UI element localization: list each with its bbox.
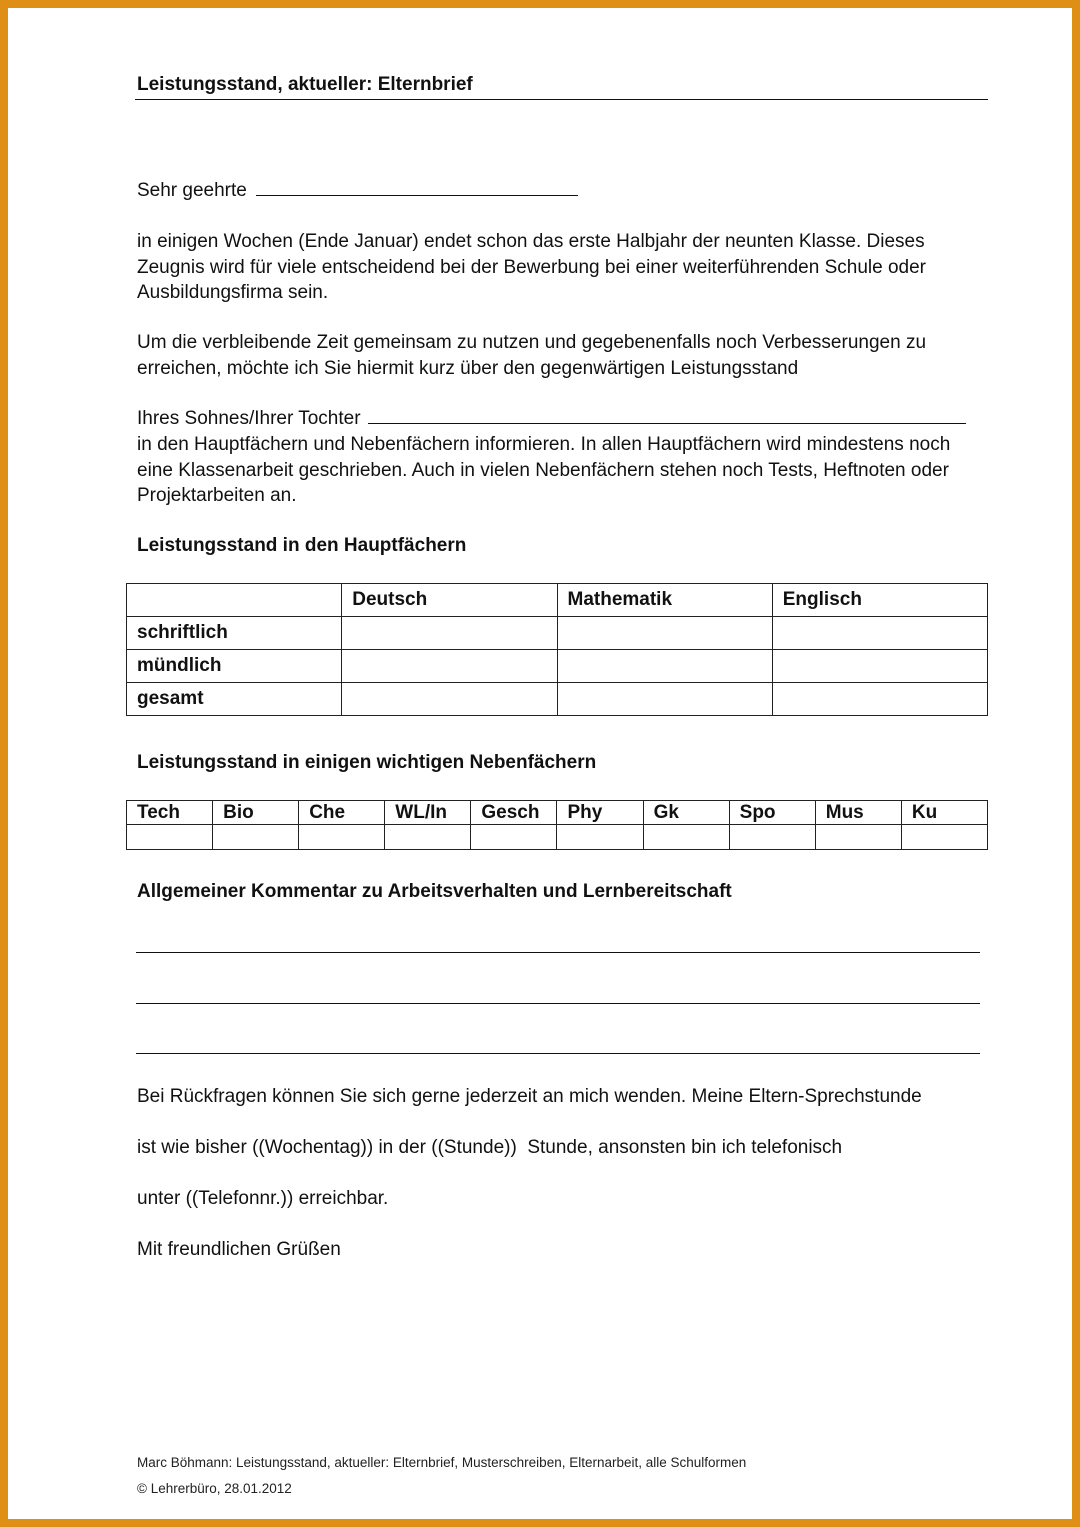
table-header-cell: Englisch [772, 584, 987, 617]
closing-line-3: unter ((Telefonnr.)) erreichbar. [137, 1188, 389, 1209]
footer-author: Marc Böhmann: Leistungsstand, aktueller: Elternbrief, Musterschreiben, Elternarbeit, alle Schulformen [137, 1455, 747, 1470]
table-row [127, 617, 988, 650]
table-header-cell: Mathematik [557, 584, 772, 617]
grade-cell[interactable] [557, 825, 643, 850]
child-label: Ihres Sohnes/Ihrer Tochter [137, 408, 361, 429]
minor-subjects-heading: Leistungsstand in einigen wichtigen Nebenfächern [137, 752, 597, 773]
subject-header-cell: WL/In [385, 801, 471, 825]
child-name-line [137, 406, 997, 432]
grade-cell[interactable] [557, 650, 772, 683]
footer-copyright: © Lehrerbüro, 28.01.2012 [137, 1481, 292, 1496]
grade-cell[interactable] [213, 825, 299, 850]
salutation-line [137, 178, 997, 204]
document-title: Leistungsstand, aktueller: Elternbrief [137, 74, 473, 95]
subject-header-cell: Che [299, 801, 385, 825]
grade-cell[interactable] [901, 825, 987, 850]
table-row [127, 650, 988, 683]
main-subjects-table [126, 583, 988, 716]
grade-cell[interactable] [342, 650, 557, 683]
salutation-name-blank[interactable] [256, 194, 578, 196]
grade-cell[interactable] [127, 825, 213, 850]
subject-header-cell: Ku [901, 801, 987, 825]
comment-line[interactable] [136, 952, 980, 953]
table-header-cell: Deutsch [342, 584, 557, 617]
table-header-cell [127, 584, 342, 617]
minor-subjects-table [126, 800, 988, 850]
table-row [127, 683, 988, 716]
row-label: mündlich [127, 650, 342, 683]
subject-header-cell: Mus [815, 801, 901, 825]
grade-cell[interactable] [772, 650, 987, 683]
table-header-row [127, 584, 988, 617]
paragraph-2: Um die verbleibende Zeit gemeinsam zu nutzen und gegebenenfalls noch Verbesserungen zu erreichen, möchte ich Sie hiermit kurz über den gegenwärtigen Leistungsstand [137, 332, 927, 379]
paragraph-1: in einigen Wochen (Ende Januar) endet schon das erste Halbjahr der neunten Klasse. Dieses Zeugnis wird für viele entscheidend bei der Bewerbung bei einer weiterführenden Schule oder Ausbildungsfirma sein. [137, 231, 926, 303]
grade-cell[interactable] [815, 825, 901, 850]
comment-heading: Allgemeiner Kommentar zu Arbeitsverhalten und Lernbereitschaft [137, 881, 732, 902]
subject-header-cell: Gesch [471, 801, 557, 825]
grade-cell[interactable] [299, 825, 385, 850]
grade-cell[interactable] [557, 617, 772, 650]
row-label: schriftlich [127, 617, 342, 650]
grade-cell[interactable] [772, 617, 987, 650]
subject-header-cell: Bio [213, 801, 299, 825]
table-header-row [127, 801, 988, 825]
child-name-blank[interactable] [368, 422, 966, 424]
salutation: Sehr geehrte [137, 180, 247, 201]
subject-header-cell: Tech [127, 801, 213, 825]
title-underline [135, 99, 988, 100]
comment-line[interactable] [136, 1053, 980, 1054]
closing-line-2: ist wie bisher ((Wochentag)) in der ((Stunde)) Stunde, ansonsten bin ich telefonisch [137, 1137, 843, 1158]
comment-line[interactable] [136, 1003, 980, 1004]
grade-cell[interactable] [643, 825, 729, 850]
grade-cell[interactable] [729, 825, 815, 850]
regards: Mit freundlichen Grüßen [137, 1239, 341, 1260]
paragraph-3: in den Hauptfächern und Nebenfächern informieren. In allen Hauptfächern wird mindestens noch eine Klassenarbeit geschrieben. Auch in vielen Nebenfächern stehen noch Tests, Heftnoten oder Projektarbeiten an. [137, 434, 951, 506]
main-subjects-heading: Leistungsstand in den Hauptfächern [137, 535, 467, 556]
table-row [127, 825, 988, 850]
grade-cell[interactable] [471, 825, 557, 850]
grade-cell[interactable] [557, 683, 772, 716]
subject-header-cell: Gk [643, 801, 729, 825]
grade-cell[interactable] [772, 683, 987, 716]
grade-cell[interactable] [342, 617, 557, 650]
subject-header-cell: Phy [557, 801, 643, 825]
grade-cell[interactable] [342, 683, 557, 716]
row-label: gesamt [127, 683, 342, 716]
grade-cell[interactable] [385, 825, 471, 850]
subject-header-cell: Spo [729, 801, 815, 825]
closing-line-1: Bei Rückfragen können Sie sich gerne jederzeit an mich wenden. Meine Eltern-Sprechstunde [137, 1086, 922, 1107]
